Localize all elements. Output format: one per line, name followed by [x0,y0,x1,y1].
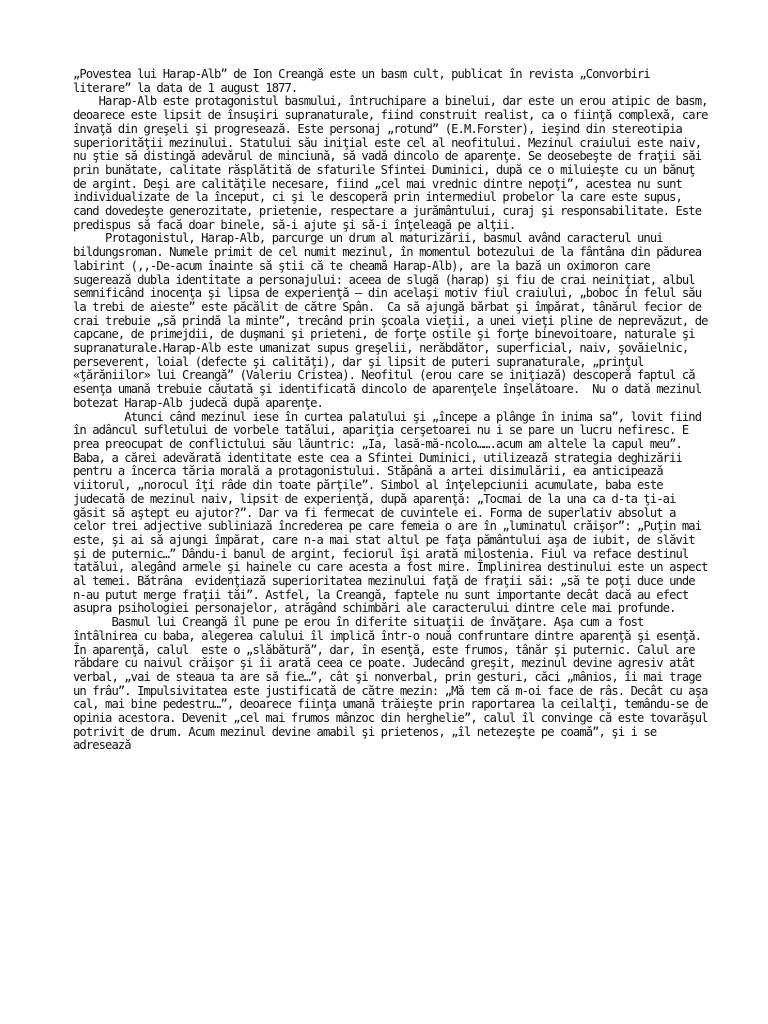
paragraph-horse: Basmul lui Creangă îl pune pe erou în diferite situaţii de învăţare. Aşa cum a fost întâlnirea cu baba, alegerea calului îl implică într-o nouă confruntare dintre aparenţă şi esenţă. În aparenţă, calul este o „slăbătură”, dar, în esenţă, este frumos, tânăr şi puternic. Calul are răbdare cu naivul crăişor şi îi arată ceea ce poate. Judecând greşit, mezinul devine agresiv atât verbal, „vai de steaua ta are să fie…”, cât şi nonverbal, prin gesturi, căci „mânios, îi mai trage un frâu”. Impulsivitatea este justificată de către mezin: „Mă tem că m-oi face de râs. Decât cu aşa cal, mai bine pedestru…”, deoarece fiinţa umană trăieşte prin raportarea la ceilalţi, temându-se de opinia acestora. Devenit „cel mai frumos mânzoc din herghelie”, calul îl convinge că este tovarăşul potrivit de drum. Acum mezinul devine amabil şi prietenos, „îl netezeşte pe coamă”, şi i se adresează [73,615,714,753]
paragraph-old-woman: Atunci când mezinul iese în curtea palatului şi „începe a plânge în inima sa”, lovit fiind în adâncul sufletului de vorbele tatălui, apariţia cerşetoarei nu i se pare un lucru nefiresc. E prea preocupat de conflictului său lăuntric: „Ia, lasă-mă-ncolo…….acum am altele la capul meu”. Baba, a cărei adevărată identitate este cea a Sfintei Duminici, utilizează strategia deghizării pentru a încerca tăria morală a protagonistului. Stăpână a artei disimulării, ea anticipează viitorul, „norocul îţi râde din toate părţile”. Simbol al înţelepciunii acumulate, baba este judecată de mezinul naiv, lipsit de experienţă, după aparenţă: „Tocmai de la una ca d-ta ţi-ai găsit să aştept eu ajutor?”. Dar va fi fermecat de cuvintele ei. Forma de superlativ absolut a celor trei adjective subliniază încrederea pe care femeia o are în „luminatul crăişor”: „Puţin mai este, şi ai să ajungi împărat, care n-a mai stat altul pe faţa pământului aşa de iubit, de slăvit şi de puternic…” Dându-i banul de argint, feciorul îşi arată milostenia. Fiul va reface destinul tatălui, alegând armele şi hainele cu care acesta a fost mire. Împlinirea destinului este un aspect al temei. Bătrâna evidenţiază superioritatea mezinului faţă de fraţii săi: „să te poţi duce unde n-au putut merge fraţii tăi”. Astfel, la Creangă, faptele nu sunt importante decât dacă au efect asupra psihologiei personajelor, atrăgând schimbări ale caracterului dintre cele mai profunde. [73,409,714,616]
paragraph-intro: „Povestea lui Harap-Alb” de Ion Creangă este un basm cult, publicat în revista „Convorbiri literare” la data de 1 august 1877. [73,67,657,95]
paragraph-protagonist: Harap-Alb este protagonistul basmului, întruchipare a binelui, dar este un erou atipic de basm, deoarece este lipsit de însuşiri supranaturale, fiind construit realist, ca o fiinţă complexă, care învaţă din greşeli şi progresează. Este personaj „rotund” (E.M.Forster), ieşind din stereotipia superiorităţii mezinului. Statului său iniţial este cel al neofitului. Mezinul craiului este naiv, nu ştie să distingă adevărul de minciună, să vadă dincolo de aparenţe. Se deosebeşte de fraţii săi prin bunătate, calitate răsplătită de sfaturile Sfintei Duminici, după ce o miluieşte cu un bănuţ de argint. Deşi are calităţile necesare, fiind „cel mai vrednic dintre nepoţi”, acestea nu sunt individualizate de la început, ci şi le descoperă prin intermediul probelor la care este supus, cand dovedeşte generozitate, prietenie, respectare a jurământului, curaj şi responsabilitate. Este predispus să facă doar binele, să-i ajute şi să-i înţeleagă pe alţii. [73,94,714,232]
paragraph-maturation: Protagonistul, Harap-Alb, parcurge un drum al maturizării, basmul având caracterul unui bildungsroman. Numele primit de cel numit mezinul, în momentul botezului de la fântâna din pădurea labirint (,,-De-acum înainte să ştii că te cheamă Harap-Alb), are la bază un oximoron care sugerează dubla identitate a personajului: aceea de slugă (harap) şi fiu de crai neiniţiat, albul semnificând inocenţa şi lipsa de experienţă – din acelaşi motiv fiul craiului, „boboc în felul său la trebi de aieste” este păcălit de către Spân. Ca să ajungă bărbat şi împărat, tânărul fecior de crai trebuie „să prindă la minte”, trecând prin şcoala vieţii, a unei vieţi pline de neprevăzut, de capcane, de primejdii, de duşmani şi prieteni, de forţe ostile şi forţe binevoitoare, naturale şi supranaturale.Harap-Alb este umanizat supus greşelii, nerăbdător, superficial, naiv, şovăielnic, perseverent, loial (defecte şi calităţi), dar şi lipsit de puteri supranaturale, „prinţul «ţărăniilor» lui Creangă” (Valeriu Cristea). Neofitul (erou care se iniţiază) descoperă faptul că esenţa umană trebuie căutată şi identificată dincolo de aparenţele înşelătoare. Nu o dată mezinul botezat Harap-Alb judecă după aparenţe. [73,231,714,410]
document-page [73,68,713,753]
